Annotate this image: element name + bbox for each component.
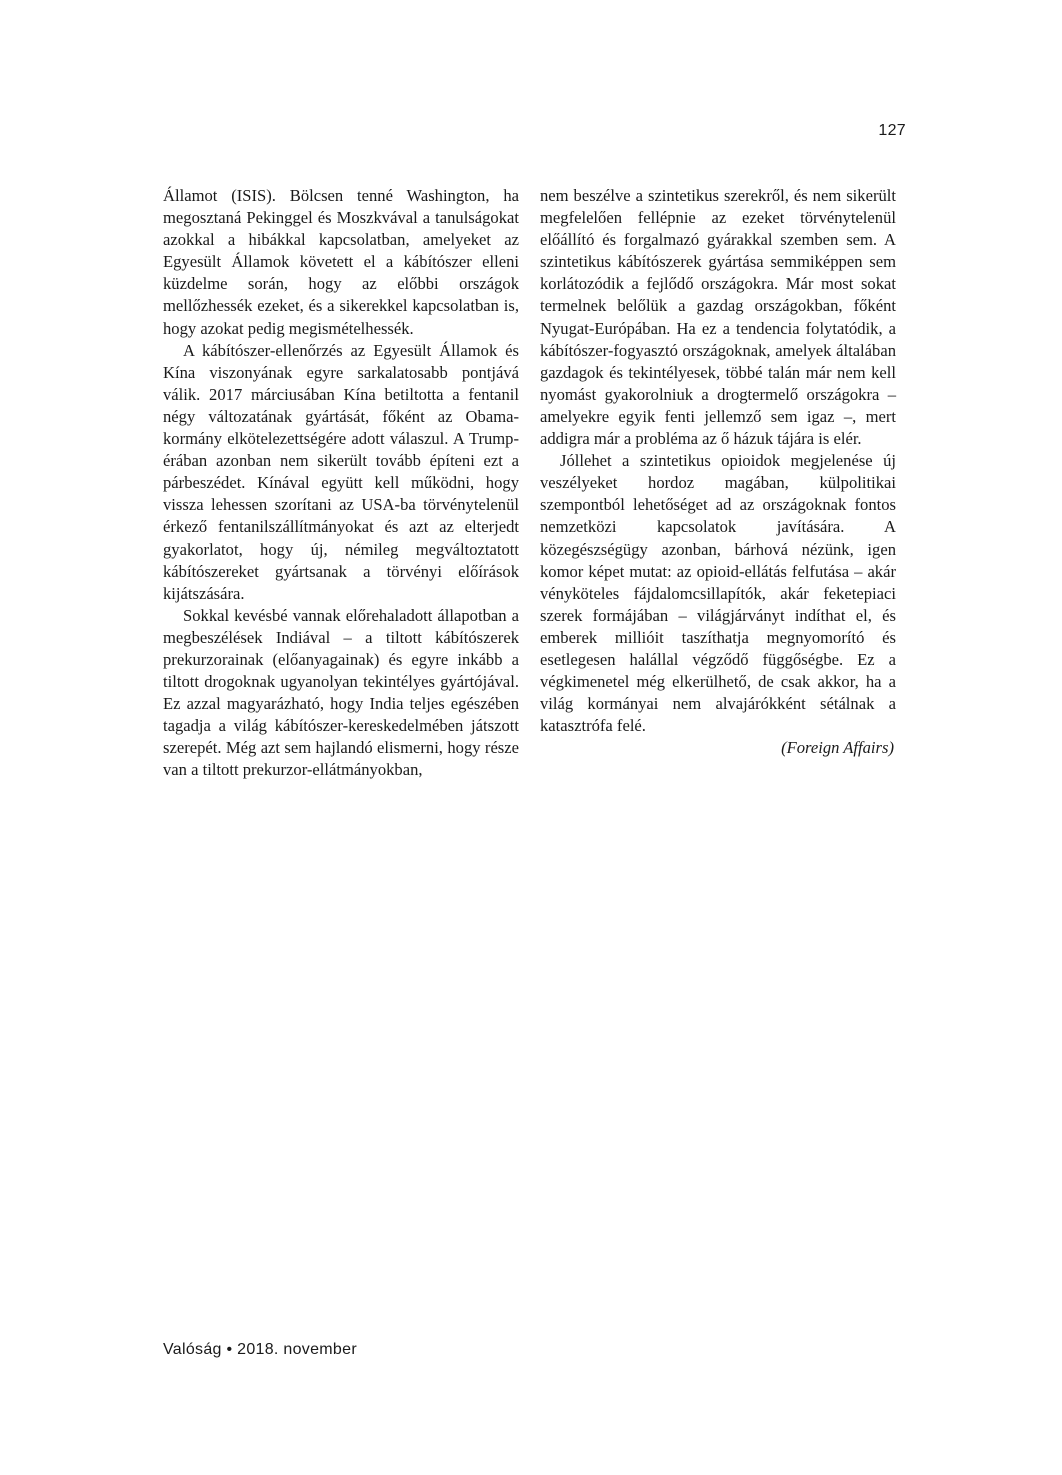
- source-citation: (Foreign Affairs): [781, 738, 894, 758]
- paragraph: A kábítószer-ellenőrzés az Egyesült Államok és Kína viszonyának egyre sarkalatosabb pontjává válik. 2017 márciusában Kína betiltotta a fentanil négy változatának gyártását, főként az Obama-kormány elkötelezettségére adott válaszul. A Trump-érában azonban nem sikerült tovább építeni ezt a párbeszédet. Kínával együtt kell működni, hogy vissza lehessen szorítani az USA-ba törvénytelenül érkező fentanilszállítmányokat és azt az elterjedt gyakorlatot, hogy új, némileg megváltoztatott kábítószereket gyártsanak a törvényi előírások kijátszására.: [163, 340, 519, 603]
- left-column: [163, 185, 519, 782]
- paragraph: Jóllehet a szintetikus opioidok megjelenése új veszélyeket hordoz magában, külpolitikai szempontból lehetőséget ad az országoknak fontos nemzetközi kapcsolatok javítására. A közegészségügy azonban, bárhová nézünk, igen komor képet mutat: az opioid-ellátás felfutása – akár vényköteles fájdalomcsillapítók, akár feketepiaci szerek formájában – világjárványt indíthat el, és emberek millióit taszíthatja megnyomorító és esetlegesen halállal végződő függőségbe. Ez a végkimenetel még elkerülhető, de csak akkor, ha a világ kormányai nem alvajárókként sétálnak a katasztrófa felé.: [540, 451, 896, 736]
- page-number: 127: [878, 122, 906, 139]
- paragraph: Államot (ISIS). Bölcsen tenné Washington, ha megosztaná Pekinggel és Moszkvával a tanulságokat azokkal a hibákkal kapcsolatban, amelyeket az Egyesült Államok követett el a kábítószer elleni küzdelme során, hogy az előbbi országok mellőzhessék ezeket, és a sikerekkel kapcsolatban is, hogy azokat pedig megismételhessék.: [163, 186, 519, 338]
- page-footer: Valóság • 2018. november: [163, 1341, 357, 1358]
- paragraph: nem beszélve a szintetikus szerekről, és nem sikerült megfelelően fellépnie az ezeket törvénytelenül előállító és forgalmazó gyárakkal szemben sem. A szintetikus kábítószerek gyártása semmiképpen sem korlátozódik a fejlődő országokra. Már most sokat termelnek belőlük a gazdag országokban, főként Nyugat-Európában. Ha ez a tendencia folytatódik, a kábítószer-fogyasztó országoknak, amelyek általában gazdagok és tekintélyesek, többé talán már nem kell nyomást gyakorolniuk a drogtermelő országokra – amelyekre egyik fenti jellemző sem igaz –, mert addigra már a probléma az ő házuk tájára is elér.: [540, 186, 896, 449]
- paragraph: Sokkal kevésbé vannak előrehaladott állapotban a megbeszélések Indiával – a tiltott kábítószerek prekurzorainak (előanyagainak) és egyre inkább a tiltott drogoknak ugyanolyan tekintélyes gyártójával. Ez azzal magyarázható, hogy India teljes egészében tagadja a világ kábítószer-kereskedelmében játszott szerepét. Még azt sem hajlandó elismerni, hogy része van a tiltott prekurzor-ellátmányokban,: [163, 605, 519, 780]
- right-column: [540, 185, 896, 759]
